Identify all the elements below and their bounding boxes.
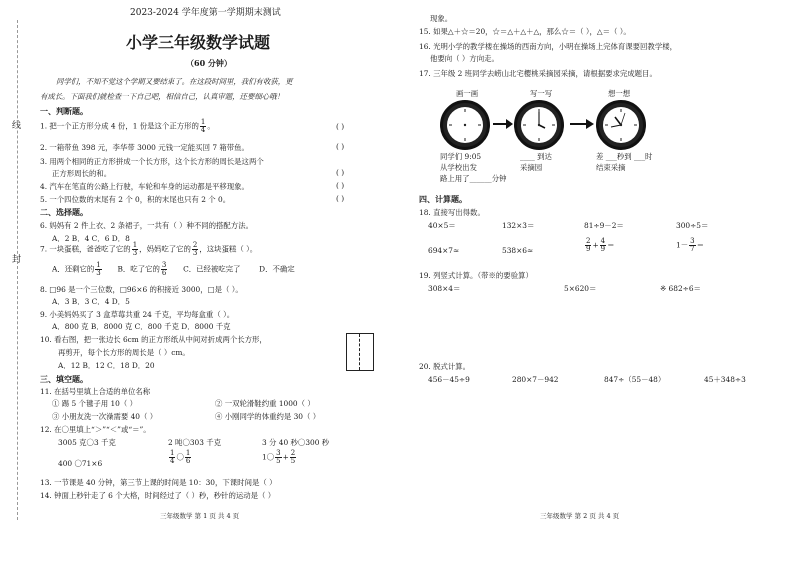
question-12-e: $\frac{1}{4}$ 〇 $\frac{1}{6}$: [170, 449, 191, 465]
question-11-d: ④ 小刚同学的体重约是 30（ ）: [215, 412, 321, 421]
calc-1: 40×5＝: [428, 221, 456, 230]
binding-label-1: 线: [12, 121, 22, 131]
clock-think-face: [603, 107, 639, 143]
answer-bracket-1[interactable]: ( ): [336, 122, 345, 131]
question-12-c: 3 分 40 秒〇300 秒: [262, 438, 330, 447]
question-11-c: ③ 小朋友洗一次澡需要 40（ ）: [52, 412, 158, 421]
clock-1-label: 画一画: [456, 89, 479, 98]
question-10-options: A．12 B．12 C．18 D．20: [58, 361, 155, 370]
question-12-b: 2 吨〇303 千克: [168, 438, 222, 447]
question-17: 17. 三年级 2 班同学去崂山北宅樱桃采摘园采摘，请根据要求完成题目。: [419, 69, 657, 78]
question-7-options: A．还剩它的 $\frac{1}{3}$ B．吃了它的 $\frac{3}{6}$ C．已经被吃完了 D．不确定: [52, 261, 295, 277]
clock-write: [514, 100, 564, 150]
clock-1-caption-3: 路上用了______分钟: [440, 174, 507, 183]
arrow-right-icon: [493, 118, 513, 130]
section-2-title: 二、选择题。: [40, 207, 88, 217]
step-calc-3: 847÷（55－48）: [604, 375, 666, 384]
question-7: 7. 一块蛋糕，爸爸吃了它的 $\frac{1}{3}$ ，妈妈吃了它的 $\frac{2}{3}$ ，这块蛋糕（ ）。: [40, 241, 258, 257]
clock-3-label: 想一想: [608, 89, 631, 98]
question-1: 1. 把一个正方形分成 4 份，1 份是这个正方形的 $\frac{1}{4}$ 。: [40, 118, 215, 134]
section-4-title: 四、计算题。: [419, 194, 467, 204]
clock-1-caption-2: 从学校出发: [440, 163, 477, 172]
folded-square-figure: [346, 333, 374, 371]
question-12: 12. 在〇里填上“＞”“＜”或“＝”。: [40, 425, 151, 434]
exam-heading: 2023-2024 学年度第一学期期末测试: [130, 8, 281, 18]
question-3-line-1: 3. 用两个相同的正方形拼成一个长方形，这个长方形的周长是这两个: [40, 157, 264, 166]
right-page-footer: 三年级数学 第 2 页 共 4 页: [540, 512, 620, 520]
clock-2-caption-2: 采摘园: [520, 163, 543, 172]
question-18: 18. 直接写出得数。: [419, 208, 485, 217]
question-19: 19. 列竖式计算。（带※的要验算）: [419, 271, 533, 280]
answer-bracket-2[interactable]: ( ): [336, 142, 345, 151]
question-12-d: 400 〇71×6: [58, 459, 103, 468]
question-10-line-1: 10. 看右图，把一张边长 6cm 的正方形纸从中间对折成两个长方形，: [40, 335, 267, 344]
calc-8: 1－ $\frac{3}{7}$ ＝: [676, 237, 704, 253]
calc-7: $\frac{2}{9}$ + $\frac{4}{9}$ ＝: [586, 237, 615, 253]
calc-4: 300÷5＝: [676, 221, 709, 230]
question-16-line-2: 他要向（ ）方向走。: [430, 54, 499, 63]
clock-draw-face: [447, 107, 483, 143]
section-3-title: 三、填空题。: [40, 374, 88, 384]
question-8: 8. □96 是一个三位数，□96×6 的积接近 3000，□是（ ）。: [40, 285, 243, 294]
duration: （60 分钟）: [186, 58, 232, 68]
question-9-options: A．800 克 B．8000 克 C．800 千克 D．8000 千克: [52, 322, 231, 331]
calc-5: 694×7≈: [428, 246, 460, 255]
clock-1-caption-1: 同学们 9:05: [440, 152, 482, 161]
question-15: 15. 如果△＋☆＝20，☆＝△＋△＋△，那么☆＝（ ），△＝（ ）。: [419, 27, 631, 36]
question-9: 9. 小美妈妈买了 3 盒草莓共重 24 千克，平均每盒重（ ）。: [40, 310, 235, 319]
vertical-calc-1: 308×4＝: [428, 284, 461, 293]
question-20: 20. 脱式计算。: [419, 362, 471, 371]
clock-3-caption-1: 差 ___秒到 ___时: [596, 152, 653, 161]
question-5: 5. 一个四位数的末尾有 2 个 0，积的末尾也只有 2 个 0。: [40, 195, 231, 204]
calc-6: 538×6≈: [502, 246, 534, 255]
question-4: 4. 汽车在笔直的公路上行驶，车轮和车身的运动都是平移现象。: [40, 182, 249, 191]
question-12-f: 1〇 $\frac{3}{5}$ + $\frac{2}{5}$: [262, 449, 296, 465]
clock-2-caption-1: ____ 到达: [520, 152, 552, 161]
hour-hand: [615, 117, 621, 125]
step-calc-1: 456－45÷9: [428, 375, 470, 384]
vertical-calc-3: ※ 682÷6＝: [660, 284, 701, 293]
vertical-calc-2: 5×620＝: [564, 284, 597, 293]
answer-bracket-3[interactable]: ( ): [336, 168, 345, 177]
question-11: 11. 在括号里填上合适的单位名称: [40, 387, 151, 396]
binding-dash-line: [17, 20, 18, 520]
intro-line-1: 同学们，不知不觉这个学期又要结束了。在这段时间里，我们有收获，更: [56, 77, 293, 86]
question-12-a: 3005 克〇3 千克: [58, 438, 116, 447]
question-6-options: A．2 B．4 C．6 D．8: [52, 234, 130, 243]
binding-label-2: 封: [12, 255, 22, 265]
question-8-options: A．3 B．3 C．4 D．5: [52, 297, 130, 306]
cut-off-text: 现象。: [430, 14, 453, 23]
page-title: 小学三年级数学试题: [126, 33, 271, 52]
second-hand: [621, 113, 625, 125]
section-1-title: 一、判断题。: [40, 106, 88, 116]
question-11-b: ② 一双轮滑鞋约重 1000（ ）: [215, 399, 315, 408]
step-calc-4: 45＋348÷3: [704, 375, 746, 384]
question-2: 2. 一箱带鱼 398 元，李华带 3000 元钱一定能买回 7 箱带鱼。: [40, 143, 249, 152]
question-14: 14. 钟面上秒针走了 6 个大格，时间经过了（ ）秒，秒针的运动是（ ）: [40, 491, 276, 500]
step-calc-2: 280×7－942: [512, 375, 559, 384]
question-16-line-1: 16. 光明小学的教学楼在操场的西南方向，小明在操场上完体育课要回教学楼，: [419, 42, 677, 51]
clock-write-face: [521, 107, 557, 143]
calc-2: 132×3＝: [502, 221, 535, 230]
answer-bracket-4[interactable]: ( ): [336, 181, 345, 190]
intro-line-2: 有成长。下面我们就检查一下自己吧，相信自己，认真审题，还要细心哦！: [40, 92, 284, 101]
clock-3-caption-2: 结束采摘: [596, 163, 626, 172]
left-page-footer: 三年级数学 第 1 页 共 4 页: [160, 512, 240, 520]
clock-draw[interactable]: [440, 100, 490, 150]
question-13: 13. 一节课是 40 分钟，第三节上课的时间是 10：30，下课时间是（ ）: [40, 478, 277, 487]
arrow-right-icon: [570, 118, 594, 130]
question-3-line-2: 正方形周长的和。: [52, 169, 112, 178]
answer-bracket-5[interactable]: ( ): [336, 194, 345, 203]
question-11-a: ① 踢 5 个毽子用 10（ ）: [52, 399, 137, 408]
clock-2-label: 写一写: [530, 89, 553, 98]
calc-3: 81÷9－2＝: [584, 221, 624, 230]
question-6: 6. 妈妈有 2 件上衣、2 条裙子，一共有（ ）种不同的搭配方法。: [40, 221, 253, 230]
question-10-line-2: 再剪开，每个长方形的周长是（ ）cm。: [58, 348, 190, 357]
minute-hand: [611, 125, 621, 127]
clock-think: [596, 100, 646, 150]
